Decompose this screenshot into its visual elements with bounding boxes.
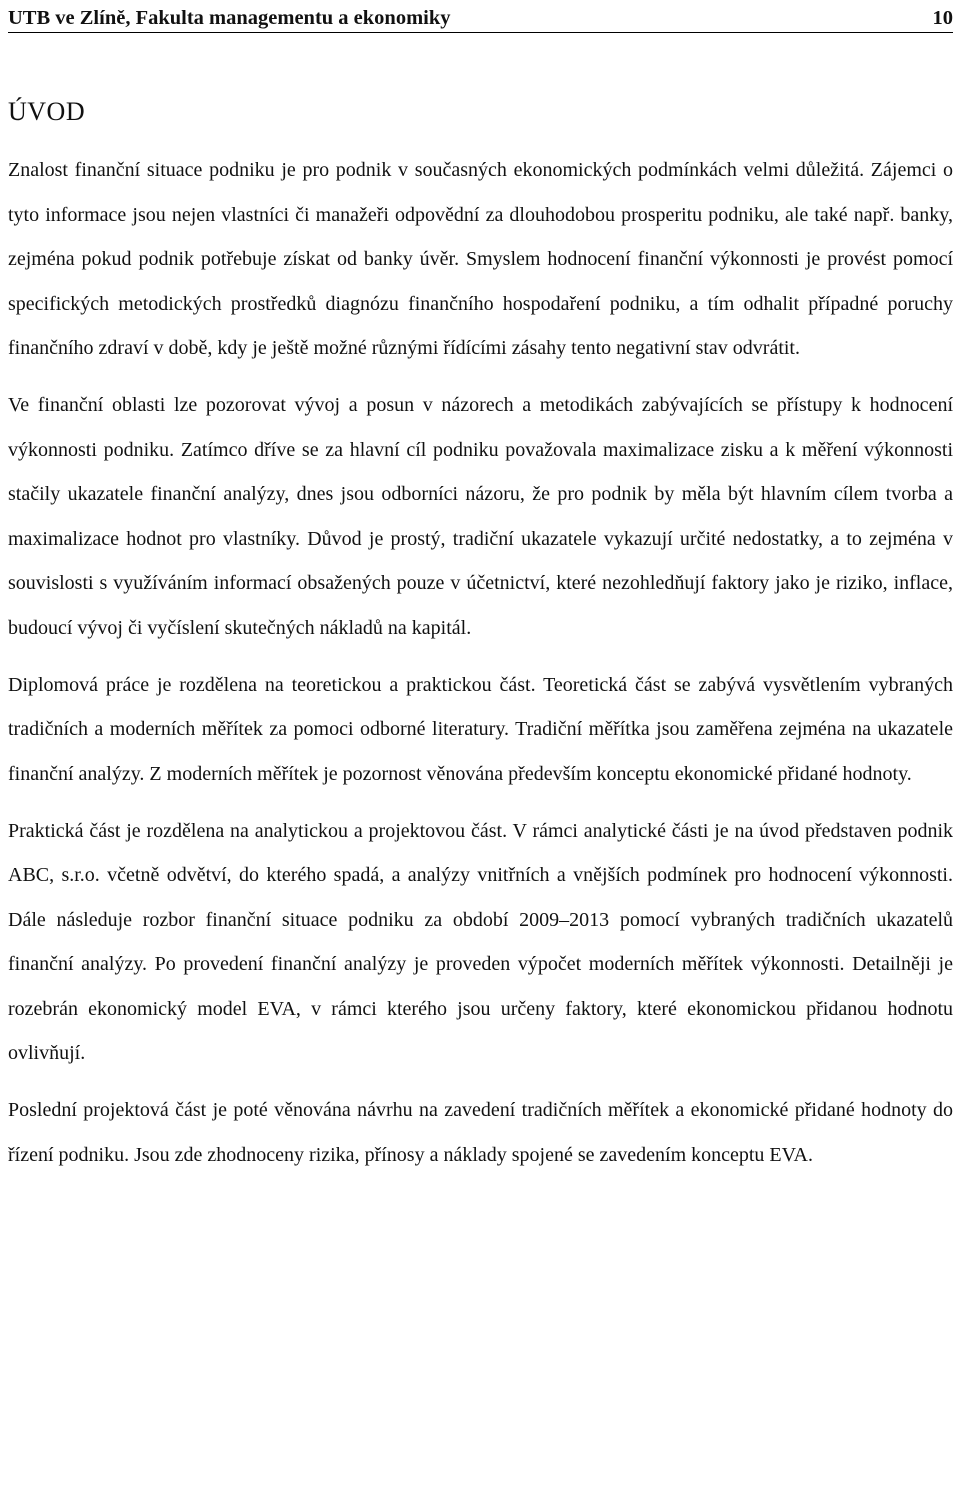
document-page [8, 0, 953, 1177]
paragraph-5: Poslední projektová část je poté věnována návrhu na zavedení tradičních měřítek a ekonomické přidané hodnoty do řízení podniku. Jsou zde zhodnoceny rizika, přínosy a náklady spojené se zavedením konceptu EVA. [8, 1099, 953, 1166]
paragraph-3: Diplomová práce je rozdělena na teoretickou a praktickou část. Teoretická část se zabývá vysvětlením vybraných tradičních a moderních měřítek za pomoci odborné literatury. Tradiční měřítka jsou zaměřena zejména na ukazatele finanční analýzy. Z moderních měřítek je pozornost věnována především konceptu ekonomické přidané hodnoty. [8, 673, 953, 785]
paragraph-1: Znalost finanční situace podniku je pro podnik v současných ekonomických podmínkách velmi důležitá. Zájemci o tyto informace jsou nejen vlastníci či manažeři odpovědní za dlouhodobou prosperitu podniku, ale také např. banky, zejména pokud podnik potřebuje získat od banky úvěr. Smyslem hodnocení finanční výkonnosti je provést pomocí specifických metodických prostředků diagnózu finančního hospodaření podniku, a tím odhalit případné poruchy finančního zdraví v době, kdy je ještě možné různými řídícími zásahy tento negativní stav odvrátit. [8, 159, 953, 359]
running-title: UTB ve Zlíně, Fakulta managementu a ekonomiky [8, 7, 451, 29]
paragraph-4: Praktická část je rozdělena na analytickou a projektovou část. V rámci analytické části je na úvod představen podnik ABC, s.r.o. včetně odvětví, do kterého spadá, a analýzy vnitřních a vnějších podmínek pro hodnocení výkonnosti. Dále následuje rozbor finanční situace podniku za období 2009–2013 pomocí vybraných tradičních ukazatelů finanční analýzy. Po provedení finanční analýzy je proveden výpočet moderních měřítek výkonnosti. Detailněji je rozebrán ekonomický model EVA, v rámci kterého jsou určeny faktory, které ekonomickou přidanou hodnotu ovlivňují. [8, 819, 953, 1064]
paragraph-2: Ve finanční oblasti lze pozorovat vývoj a posun v názorech a metodikách zabývajících se přístupy k hodnocení výkonnosti podniku. Zatímco dříve se za hlavní cíl podniku považovala maximalizace zisku a k měření výkonnosti stačily ukazatele finanční analýzy, dnes jsou odborníci názoru, že pro podnik by měla být hlavním cílem tvorba a maximalizace hodnot pro vlastníky. Důvod je prostý, tradiční ukazatele vykazují určité nedostatky, a to zejména v souvislosti s využíváním informací obsažených pouze v účetnictví, které nezohledňují faktory jako je riziko, inflace, budoucí vývoj či vyčíslení skutečných nákladů na kapitál. [8, 394, 953, 639]
page-header [8, 0, 953, 33]
body-text [8, 148, 953, 1177]
chapter-title: ÚVOD [8, 97, 86, 126]
page-number: 10 [932, 7, 953, 29]
